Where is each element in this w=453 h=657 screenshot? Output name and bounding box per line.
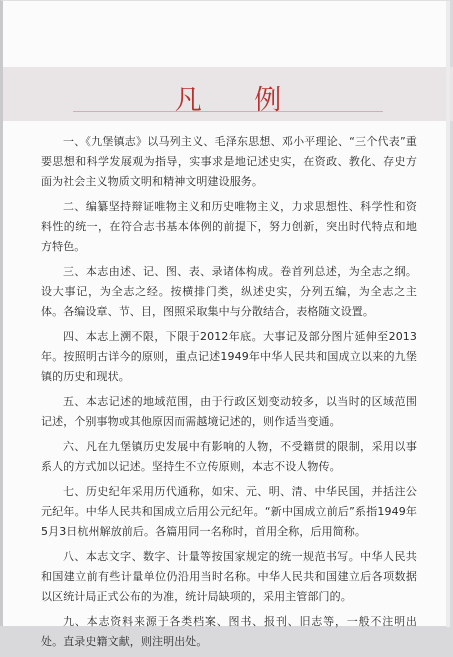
paragraph-7: 七、历史纪年采用历代通称，如宋、元、明、清、中华民国，并括注公元纪年。中华人民共和国成立后用公元纪年。“新中国成立前后”系指1949年5月3日杭州解放前后。各篇用同一名称时，首用全称，后用简称。 — [41, 485, 417, 538]
body-text — [41, 132, 417, 657]
paragraph-6: 六、凡在九堡镇历史发展中有影响的人物，不受籍贯的限制，采用以事系人的方式加以记述。坚持生不立传原则，本志不设人物传。 — [41, 440, 417, 473]
paragraph-5: 五、本志记述的地域范围，由于行政区划变动较多，以当时的区域范围记述，个别事物或其他原因而需越境记述的，则作适当变通。 — [41, 395, 417, 428]
page-edge — [446, 1, 450, 627]
paragraph-4: 四、本志上溯不限，下限于2012年底。大事记及部分图片延伸至2013年。按照明古详今的原则，重点记述1949年中华人民共和国成立以来的九堡镇的历史和现状。 — [41, 330, 417, 383]
paragraph-9: 九、本志资料来源于各类档案、图书、报刊、旧志等，一般不注明出处。直录史籍文献，则注明出处。 — [41, 615, 417, 648]
paragraph-1: 一、《九堡镇志》以马列主义、毛泽东思想、邓小平理论、“三个代表”重要思想和科学发展观为指导，实事求是地记述史实，在资政、教化、存史方面为社会主义物质文明和精神文明建设服务。 — [41, 135, 417, 188]
page-title: 凡 例 — [174, 85, 304, 116]
paragraph-3: 三、本志由述、记、图、表、录诸体构成。卷首列总述，为全志之纲。设大事记，为全志之经。按横排门类，纵述史实，分列五编，为全志之主体。各编设章、节、目，图照采取集中与分散结合，表格随文设置。 — [41, 265, 417, 318]
paragraph-2: 二、编纂坚持辩证唯物主义和历史唯物主义，力求思想性、科学性和资料性的统一，在符合志书基本体例的前提下，努力创新，突出时代特点和地方特色。 — [41, 200, 417, 253]
paragraph-8: 八、本志文字、数字、计量等按国家规定的统一规范书写。中华人民共和国建立前有些计量单位仍沿用当时名称。中华人民共和国建立后各项数据以区统计局正式公布的为准，统计局缺项的，采用主管部门的。 — [41, 550, 417, 603]
